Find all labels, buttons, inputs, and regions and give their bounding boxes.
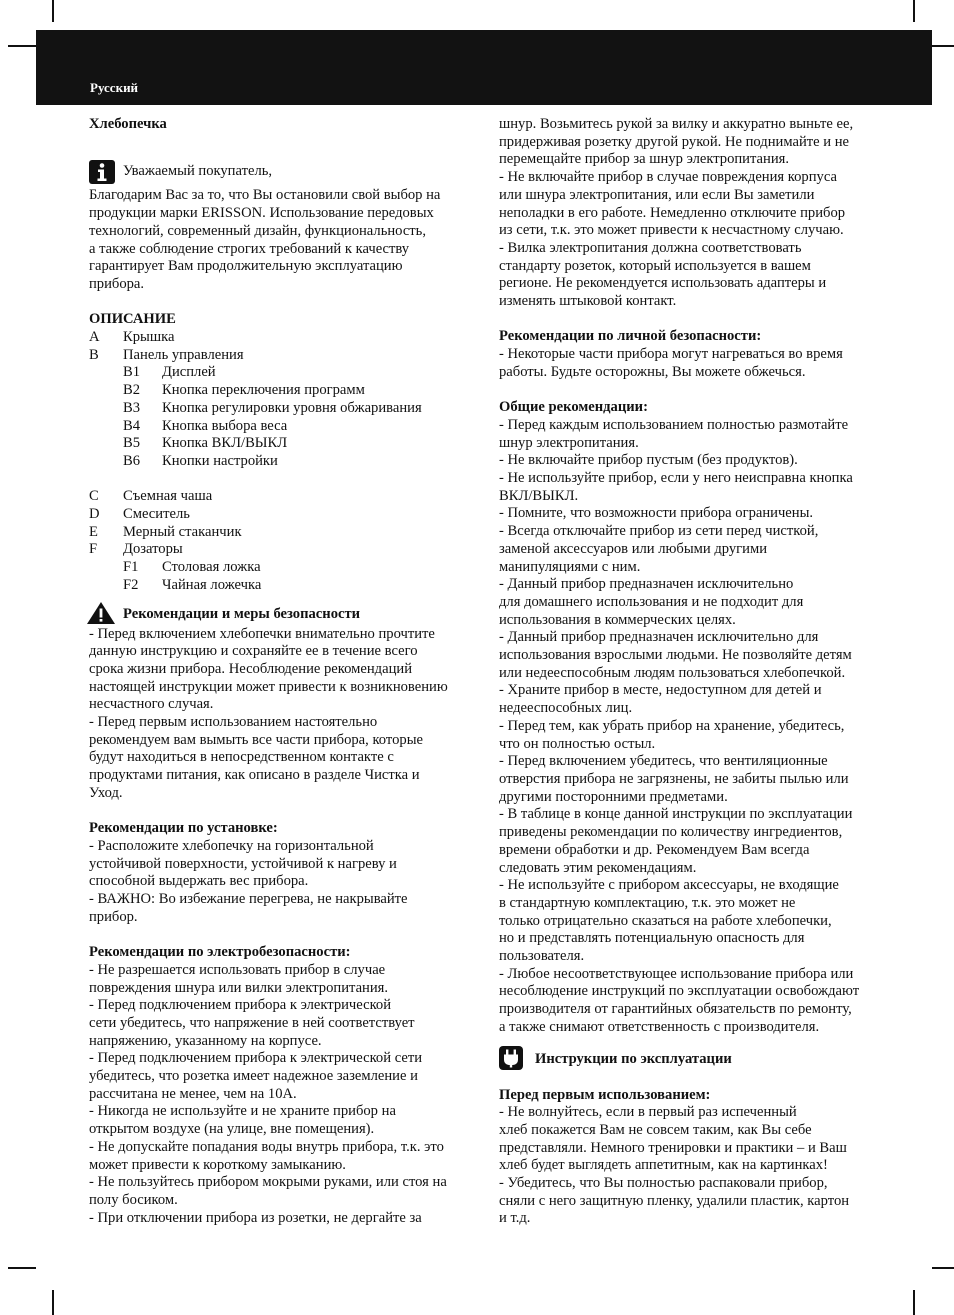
text-line: - Перед тем, как убрать прибор на хранение, убедитесь, [499,717,845,734]
safety-heading-line [89,606,469,626]
part-key: B1 [123,364,141,381]
list-item [89,541,469,559]
text-line: способной выдержать вес прибора. [89,873,309,890]
text-line: только отрицательно сказаться на работе хлебопечки, [499,912,832,929]
text-line: манипуляциями с ним. [499,558,641,575]
text-line: - Данный прибор предназначен исключительно для [499,629,819,646]
list-item [89,577,469,595]
list-item [89,559,469,577]
language-label: Русский [90,80,139,95]
text-line: продукции марки ERISSON. Использование передовых [89,205,434,222]
text-line: следовать этим рекомендациям. [499,859,697,876]
part-label: Крышка [123,329,175,345]
list-item [89,488,469,506]
part-key: D [89,506,100,523]
text-line: устойчивой поверхности, устойчивой к нагреву и [89,855,397,872]
text-line: - Перед подключением прибора к электрической [89,997,392,1014]
part-key: F2 [123,576,139,593]
left-column [89,116,469,1227]
greeting-text: Уважаемый покупатель, [123,163,273,180]
text-line: полу босиком. [89,1192,178,1208]
personal-paragraph [499,346,885,381]
part-label: Смеситель [123,506,190,523]
text-line: шнур. Возьмитесь рукой за вилку и аккуратно выньте ее, [499,116,854,132]
text-line: что он полностью остыл. [499,735,656,752]
text-line: хлеб будет выглядеть аппетитным, как на картинках! [499,1157,828,1174]
text-line: регионе. Не рекомендуется использовать адаптеры и [499,275,827,292]
part-label: Дисплей [162,364,216,381]
electric-paragraph [89,962,469,1228]
safety-heading: Рекомендации и меры безопасности [123,605,361,622]
text-line: - Любое несоответствующее использование прибора или [499,965,854,982]
part-label: Кнопка переключения программ [162,382,365,399]
crop-mark [932,45,954,47]
text-line: открытом воздухе (на улице, вне помещения). [89,1121,375,1138]
text-line: - При отключении прибора из розетки, не дергайте за [89,1209,422,1226]
part-label: Кнопка ВКЛ/ВЫКЛ [162,435,288,452]
text-line: стандарту розеток, который используется в вашем [499,257,811,274]
text-line: - Перед включением убедитесь, что вентиляционные [499,753,828,770]
intro-paragraph [89,187,469,293]
list-item [89,400,469,418]
text-line: Уход. [89,784,123,801]
text-line: использования в коммерческих целях. [499,611,736,628]
list-item [89,506,469,524]
text-line: несчастного случая. [89,696,214,713]
install-paragraph [89,838,469,927]
personal-heading: Рекомендации по личной безопасности: [499,328,762,345]
part-label: Столовая ложка [162,559,261,576]
text-line: - Перед первым использованием настоятельно [89,714,378,731]
text-line: но и представлять потенциальную опасность для [499,930,805,947]
part-key: B [89,346,99,363]
text-line: прибор. [89,908,138,925]
text-line: напряжению, указанному на корпусе. [89,1032,322,1049]
text-line: может привести к короткому замыканию. [89,1156,346,1173]
text-line: пользователя. [499,948,585,965]
text-line: другими посторонними предметами. [499,788,728,805]
part-key: A [89,329,100,345]
text-line: технологий, современный дизайн, функциональность, [89,222,426,239]
text-line: - Храните прибор в месте, недоступном для детей и [499,682,822,699]
text-line: придерживая розетку другой рукой. Не поднимайте и не [499,133,850,150]
text-line: или недееспособным людям пользоваться хлебопечкой. [499,664,846,681]
part-key: B4 [123,417,141,434]
text-line: использования взрослыми людьми. Не позволяйте детям [499,647,852,664]
text-line: из сети, т.к. это может привести к несчастному случаю. [499,222,844,239]
text-line: в стандартную комплектацию, т.к. это может не [499,894,796,911]
text-line: перемещайте прибор за шнур электропитания. [499,151,790,168]
text-line: - Не пользуйтесь прибором мокрыми руками, или стоя на [89,1174,447,1191]
header-bar [36,30,932,105]
warning-icon [87,602,115,624]
text-line: представляли. Немного тренировки и практики – и Ваш [499,1139,847,1156]
right-column [499,116,885,1228]
text-line: времени обработки и др. Рекомендуем Вам всегда [499,841,810,858]
part-key: F1 [123,559,139,576]
document-title: Хлебопечка [89,116,167,132]
crop-mark [932,1267,954,1269]
text-line: несоблюдение инструкций по эксплуатации освобождают [499,983,860,1000]
text-line: Благодарим Вас за то, что Вы остановили свой выбор на [89,187,441,204]
text-line: недееспособных лиц. [499,700,633,717]
description-heading: ОПИСАНИЕ [89,311,176,328]
text-line: повреждения шнура или вилки электропитания. [89,979,389,996]
part-key: E [89,523,98,540]
text-line: - Не используйте с прибором аксессуары, не входящие [499,877,839,894]
text-line: настоящей инструкции может привести к возникновению [89,678,448,695]
text-line: и т.д. [499,1210,531,1227]
text-line: неполадки в его работе. Немедленно отключите прибор [499,204,846,221]
text-line: изменять штыковой контакт. [499,293,677,310]
text-line: приведены рекомендации по количеству ингредиентов, [499,824,843,841]
text-line: шнур электропитания. [499,434,639,451]
text-line: - ВАЖНО: Во избежание перегрева, не накрывайте [89,891,408,908]
text-line: заменой аксессуаров или любыми другими [499,540,768,557]
crop-mark [8,1267,36,1269]
text-line: - Не допускайте попадания воды внутрь прибора, т.к. это [89,1138,444,1155]
text-line: - Убедитесь, что Вы полностью распаковали прибор, [499,1175,828,1192]
text-line: хлеб покажется Вам не совсем таким, как Вы себе [499,1121,812,1138]
text-line: - Не волнуйтесь, если в первый раз испеченный [499,1104,797,1121]
plug-icon [499,1046,523,1070]
first-use-heading: Перед первым использованием: [499,1086,711,1103]
part-key: B6 [123,452,141,469]
general-heading: Общие рекомендации: [499,399,648,416]
electric-continued-paragraph [499,116,885,311]
crop-mark [8,45,36,47]
greeting-line [89,163,469,187]
text-line: работы. Будьте осторожны, Вы можете обжечься. [499,363,806,380]
text-line: будут находиться в непосредственном контакте с [89,749,394,766]
text-line: - Расположите хлебопечку на горизонтальной [89,837,374,854]
general-paragraph [499,417,885,1037]
list-item [89,435,469,453]
text-line: убедитесь, что розетка имеет надежное заземление и [89,1068,418,1085]
crop-mark [913,1290,915,1315]
text-line: или шнура электропитания, или если Вы заметили [499,186,815,203]
part-key: B2 [123,382,141,399]
text-line: а также соблюдение строгих требований к качеству [89,240,410,257]
list-item [89,453,469,471]
list-item [89,329,469,347]
part-label: Кнопки настройки [162,452,278,469]
part-label: Кнопка выбора веса [162,417,288,434]
list-item [89,524,469,542]
text-line: продуктами питания, как описано в разделе Чистка и [89,767,420,784]
part-label: Чайная ложечка [162,576,262,593]
install-heading: Рекомендации по установке: [89,820,278,837]
text-line: гарантирует Вам продолжительную эксплуатацию [89,258,403,275]
part-label: Кнопка регулировки уровня обжаривания [162,399,422,416]
text-line: - Не включайте прибор в случае повреждения корпуса [499,169,837,186]
part-label: Съемная чаша [123,488,213,505]
text-line: ВКЛ/ВЫКЛ. [499,487,579,504]
text-line: данную инструкцию и сохраняйте ее в течение всего [89,643,418,660]
part-key: B3 [123,399,141,416]
part-label: Мерный стаканчик [123,523,242,540]
text-line: срока жизни прибора. Несоблюдение рекомендаций [89,660,413,677]
part-key: C [89,488,99,505]
crop-mark [913,0,915,22]
text-line: - Вилка электропитания должна соответствовать [499,239,802,256]
part-label: Панель управления [123,346,244,363]
text-line: - Помните, что возможности прибора ограничены. [499,505,814,522]
text-line: - Перед каждым использованием полностью размотайте [499,416,849,433]
text-line: для домашнего использования и не подходит для [499,593,804,610]
text-line: - В таблице в конце данной инструкции по эксплуатации [499,806,853,823]
safety-paragraph [89,626,469,803]
text-line: - Перед включением хлебопечки внимательно прочтите [89,625,435,642]
crop-mark [52,1290,54,1315]
crop-mark [52,0,54,22]
list-item [89,418,469,436]
text-line: а также снимают ответственность с производителя. [499,1018,820,1035]
list-item [89,347,469,365]
text-line: - Не разрешается использовать прибор в случае [89,961,386,978]
text-line: рассчитана не менее, чем на 10А. [89,1085,297,1102]
instructions-heading-line [499,1051,885,1075]
text-line: отверстия прибора не загрязнены, не забиты пылью или [499,770,849,787]
text-line: - Некоторые части прибора могут нагреваться во время [499,346,843,363]
electric-heading: Рекомендации по электробезопасности: [89,944,351,961]
text-line: производителя от гарантийных обязательств по ремонту, [499,1001,852,1018]
text-line: - Никогда не используйте и не храните прибор на [89,1103,396,1120]
text-line: - Не включайте прибор пустым (без продуктов). [499,452,798,469]
info-icon [89,160,115,184]
part-key: F [89,541,98,558]
list-item [89,364,469,382]
text-line: - Данный прибор предназначен исключительно [499,576,794,593]
text-line: - Всегда отключайте прибор из сети перед чисткой, [499,523,819,540]
list-item [89,382,469,400]
text-line: прибора. [89,275,145,292]
text-line: - Не используйте прибор, если у него неисправна кнопка [499,470,853,487]
part-key: B5 [123,435,141,452]
text-line: сняли с него защитную пленку, удалили пластик, картон [499,1192,850,1209]
part-label: Дозаторы [123,541,183,558]
text-line: сети убедитесь, что напряжение в ней соответствует [89,1014,415,1031]
parts-list [89,329,469,595]
instructions-heading: Инструкции по эксплуатации [535,1050,732,1067]
first-use-paragraph [499,1104,885,1228]
text-line: рекомендуем вам вымыть все части прибора, которые [89,731,423,748]
text-line: - Перед подключением прибора к электрической сети [89,1050,423,1067]
